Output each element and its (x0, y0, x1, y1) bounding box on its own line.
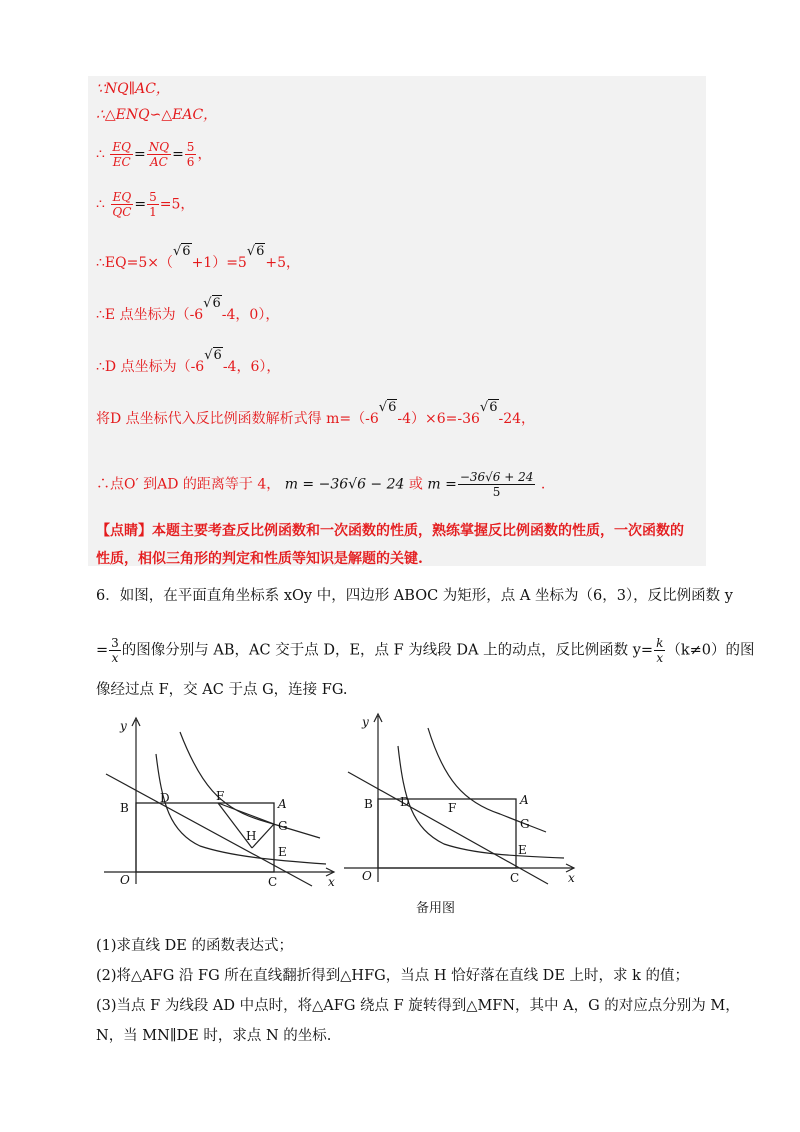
solution-line-7: ∴D 点坐标为（-6√6-4，6）， (96, 348, 281, 375)
sqrt-6-c: √6 (203, 296, 221, 311)
question-part-2: (2)将△AFG 沿 FG 所在直线翻折得到△HFG，当点 H 恰好落在直线 DE 上时，求 k 的值； (96, 968, 690, 984)
fig2-label-b: B (364, 797, 373, 811)
fig1-label-b: B (120, 801, 129, 815)
fig1-label-e: E (278, 845, 287, 859)
sqrt-6-a: √6 (172, 244, 191, 259)
sqrt-6-e: √6 (378, 400, 397, 415)
fig2-label-e: E (518, 843, 527, 857)
fraction-eq-qc: $\frac{EQ}{QC}$ (112, 190, 132, 219)
fraction-eq-ec: $\frac{EQ}{EC}$ (112, 140, 131, 169)
figure-1 (100, 714, 340, 892)
fig1-label-f: F (216, 789, 225, 803)
question-line-2: = $\frac{3}{x}$ 的图像分别与 AB，AC 交于点 D，E，点 F 为线段 DA 上的动点，反比例函数 y= $\frac{k}{x}$ （k≠0）的图 (96, 636, 755, 665)
fig1-label-a: A (278, 797, 287, 811)
fig2-label-c: C (510, 871, 520, 885)
fig2-label-x: x (568, 871, 575, 885)
sqrt-6-b: √6 (246, 244, 265, 259)
fig2-rectangle (378, 799, 516, 868)
fraction-5-1: $\frac{5}{1}$ (149, 190, 157, 219)
fig2-curve-3x (398, 746, 564, 858)
fig2-caption: 备用图 (416, 901, 456, 916)
fraction-3-x: $\frac{3}{x}$ (111, 636, 119, 665)
fig1-label-d: D (160, 791, 170, 805)
fig2-label-a: A (520, 793, 529, 807)
question-part-3b: N，当 MN∥DE 时，求点 N 的坐标. (96, 1028, 332, 1044)
solution-line-3: ∴ $\frac{EQ}{EC}$ = $\frac{NQ}{AC}$ = $\frac{5}{6}$ ， (96, 140, 212, 169)
fig1-label-h: H (246, 829, 257, 843)
fig2-label-d: D (400, 795, 410, 809)
figure-2 (340, 710, 580, 920)
fig2-label-f: F (448, 801, 457, 815)
fraction-m-second: $\frac{-36√6 + 24}{5}$ (459, 470, 534, 499)
fraction-nq-ac: $\frac{NQ}{AC}$ (148, 140, 170, 169)
fig2-label-y: y (362, 715, 369, 729)
solution-line-8: 将D 点坐标代入反比例函数解析式得 m=（-6√6-4）×6=-36√6-24， (96, 400, 536, 427)
fig1-label-x: x (328, 875, 335, 889)
fig1-label-y: y (120, 719, 127, 733)
fraction-5-6: $\frac{5}{6}$ (186, 140, 195, 169)
review-line-2: 性质，相似三角形的判定和性质等知识是解题的关键. (96, 551, 423, 567)
solution-line-4: ∴ $\frac{EQ}{QC}$ = $\frac{5}{1}$ =5， (96, 190, 195, 219)
fig1-label-o: O (120, 873, 130, 887)
fig2-label-g: G (520, 817, 530, 831)
sqrt-6-f: √6 (479, 400, 498, 415)
solution-line-2: ∴△ENQ∽△EAC， (96, 107, 218, 123)
question-part-1: (1)求直线 DE 的函数表达式； (96, 938, 293, 954)
fraction-k-x: $\frac{k}{x}$ (656, 636, 664, 665)
solution-line-6: ∴E 点坐标为（-6√6-4，0）， (96, 296, 280, 323)
question-line-1: 6．如图，在平面直角坐标系 xOy 中，四边形 ABOC 为矩形，点 A 坐标为（6，3），反比例函数 y (96, 588, 733, 604)
solution-line-1: ∵NQ∥AC， (96, 81, 170, 97)
solution-line-9: ∴点O′ 到AD 的距离等于 4， m = −36√6 − 24 或 m = $\frac{-36√6 + 24}{5}$ . (96, 470, 546, 499)
fig1-curve-kx (180, 732, 320, 838)
fig1-label-c: C (268, 875, 278, 889)
review-line-1: 【点睛】本题主要考查反比例函数和一次函数的性质，熟练掌握反比例函数的性质，一次函数的 (96, 523, 684, 539)
question-part-3a: (3)当点 F 为线段 AD 中点时，将△AFG 绕点 F 旋转得到△MFN，其中 A，G 的对应点分别为 M， (96, 998, 740, 1014)
fig2-label-o: O (362, 869, 372, 883)
fig1-label-g: G (278, 819, 288, 833)
question-line-3: 像经过点 F，交 AC 于点 G，连接 FG. (96, 682, 348, 698)
sqrt-6-d: √6 (204, 348, 222, 363)
solution-line-5: ∴EQ=5×（√6+1）=5√6+5， (96, 244, 301, 271)
